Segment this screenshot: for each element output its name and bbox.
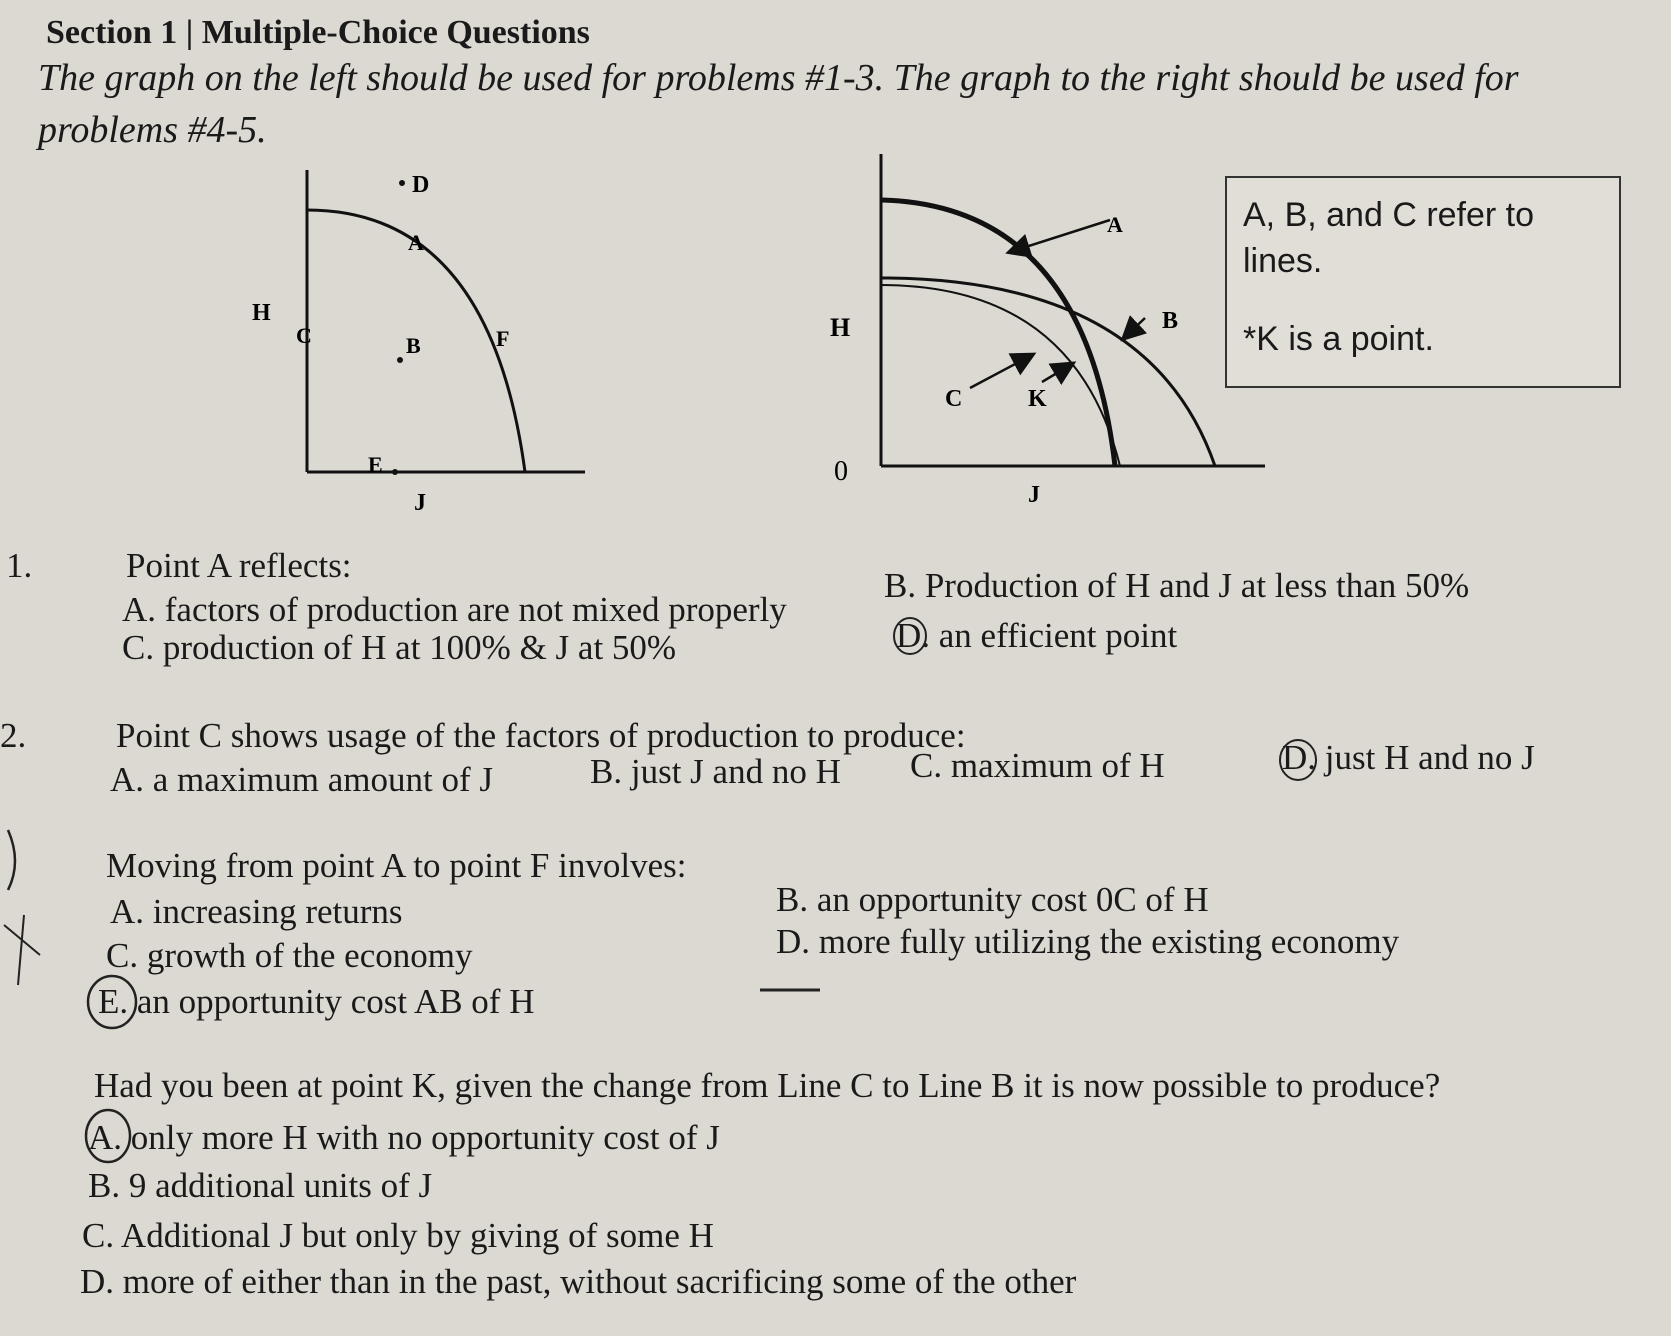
line-c-pointer [970,355,1032,388]
q2-option-b[interactable]: B. just J and no H [590,752,841,791]
q3-option-a[interactable]: A. increasing returns [110,892,403,931]
note-point: *K is a point. [1243,320,1434,358]
line-b-label: B [1162,308,1179,334]
q1-option-a[interactable]: A. factors of production are not mixed properly [122,590,787,629]
point-d-marker [399,180,405,186]
point-b-label: B [406,333,421,358]
left-y-label: H [252,300,271,326]
q2-option-d[interactable]: D. just H and no J [1282,738,1535,777]
margin-star-mark [4,915,40,985]
question-2-stem: Point C shows usage of the factors of production to produce: [116,716,966,755]
q4-option-c[interactable]: C. Additional J but only by giving of some H [82,1216,714,1255]
q2-option-a[interactable]: A. a maximum amount of J [110,760,494,799]
intro-text: The graph on the left should be used for problems #1-3. The graph to the right should be used for problems #4-5. [38,57,1519,151]
point-k-pointer [1042,364,1072,382]
line-c-label: C [945,386,963,412]
graph-note-box [1225,176,1621,388]
line-b-pointer [1124,318,1145,338]
left-ppf-graph [230,150,600,520]
section-title: Section 1 | Multiple-Choice Questions [46,14,590,51]
q4-option-a[interactable]: A. only more H with no opportunity cost of J [88,1118,720,1157]
q1-option-b[interactable]: B. Production of H and J at less than 50% [884,566,1470,605]
line-a-label: A [1107,212,1123,237]
point-b-marker [397,357,403,363]
question-1-number: 1. [6,546,33,585]
q1-option-d[interactable]: D. an efficient point [896,616,1178,655]
line-c-curve [881,285,1120,466]
q3-option-c[interactable]: C. growth of the economy [106,936,473,975]
note-lines: A, B, and C refer to lines. [1243,196,1535,280]
right-ppf-graph [820,150,1280,520]
point-a-label: A [408,230,424,255]
left-x-label: J [414,490,426,516]
point-e-label: E [368,452,383,477]
margin-bracket-mark [8,830,15,890]
q4-option-b[interactable]: B. 9 additional units of J [88,1166,433,1205]
question-1-stem: Point A reflects: [126,546,352,585]
right-origin-label: 0 [834,456,848,487]
point-e-marker [392,469,398,475]
q3-option-b[interactable]: B. an opportunity cost 0C of H [776,880,1209,919]
line-a-pointer [1010,220,1110,252]
right-y-label: H [830,313,851,342]
q3-option-d[interactable]: D. more fully utilizing the existing economy [776,922,1400,961]
line-a-curve [881,200,1115,466]
point-d-label: D [412,172,430,198]
q1-option-c[interactable]: C. production of H at 100% & J at 50% [122,628,677,667]
q2-option-c[interactable]: C. maximum of H [910,746,1165,785]
question-3-stem: Moving from point A to point F involves: [106,846,687,885]
point-f-label: F [496,326,510,351]
point-c-label: C [296,323,312,348]
right-x-label: J [1028,482,1040,508]
q4-option-d[interactable]: D. more of either than in the past, without sacrificing some of the other [80,1262,1077,1301]
line-b-curve [881,278,1215,466]
q3-option-e[interactable]: E. an opportunity cost AB of H [98,982,535,1021]
question-4-stem: Had you been at point K, given the change from Line C to Line B it is now possible to produce? [94,1066,1441,1105]
question-2-number: 2. [0,716,27,755]
point-k-label: K [1028,386,1047,412]
